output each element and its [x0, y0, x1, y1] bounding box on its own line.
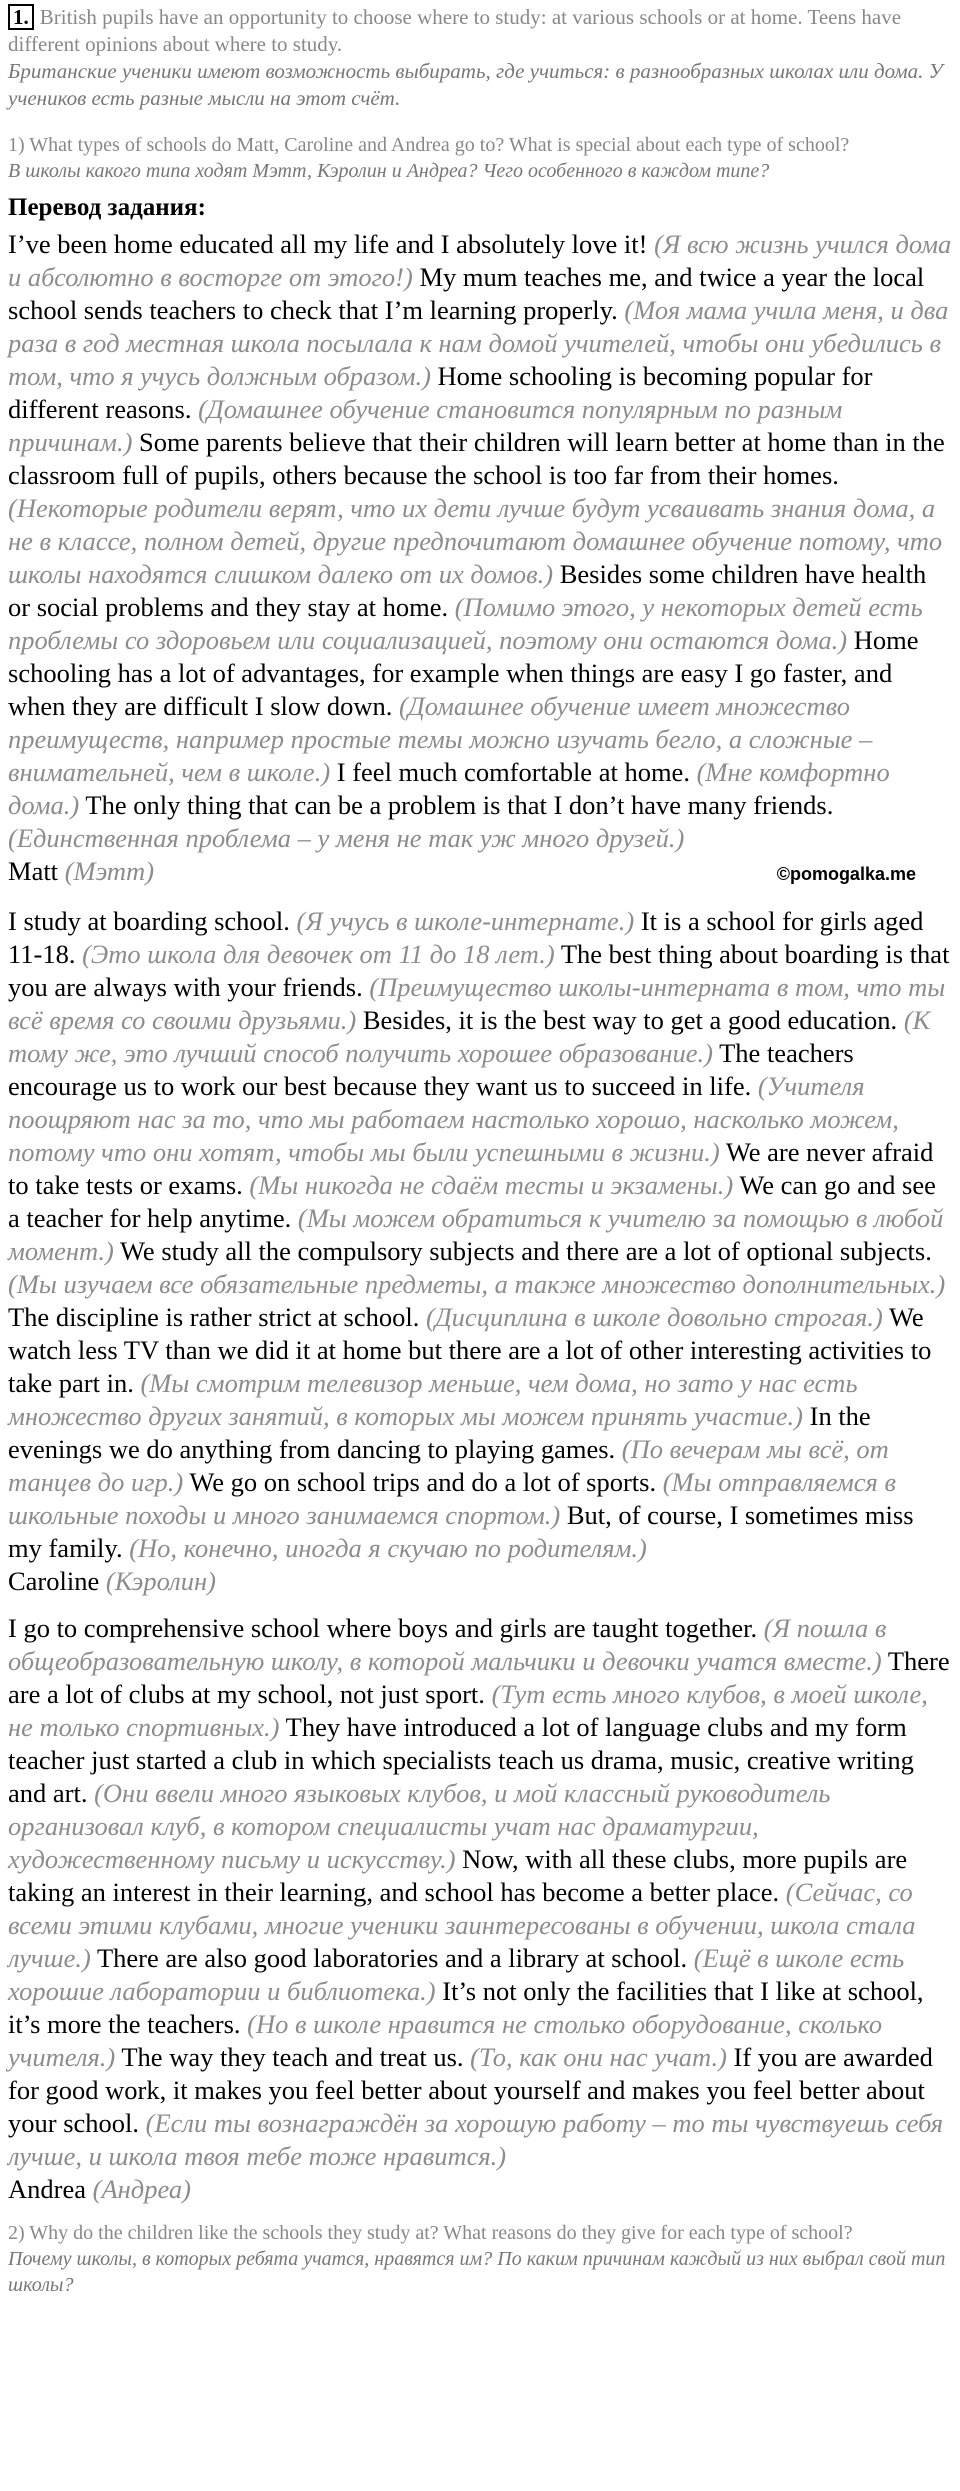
question-1: 1) What types of schools do Matt, Caroline and Andrea go to? What is special about each type of school? [8, 134, 850, 156]
author-name: Caroline [8, 1566, 100, 1596]
sentence: We study all the compulsory subjects and there are a lot of optional subjects. [120, 1236, 932, 1266]
sentence-translation: (Мы отправляемся в школьные походы и много занимаемся спортом.) [8, 1467, 896, 1530]
text-matt [8, 228, 952, 855]
sentence-translation: (Мы можем обратиться к учителю за помощью в любой момент.) [8, 1203, 944, 1266]
task-intro [8, 4, 952, 58]
sentence: It’s not only the facilities that I like at school, it’s more the teachers. [8, 1976, 924, 2039]
task-number: 1. [8, 4, 34, 30]
author-name: Andrea [8, 2174, 86, 2204]
author-matt [8, 855, 952, 891]
sentence-translation: (Я всю жизнь учился дома и абсолютно в восторге от этого!) [8, 229, 952, 292]
sentence-translation: (Моя мама учила меня, и два раза в год местная школа посылала к нам домой учителей, чтобы они убедились в том, что я учусь должным образом.) [8, 295, 949, 391]
author-andrea [8, 2173, 952, 2206]
watermark: ©pomogalka.me [776, 864, 916, 884]
sentence: We go on school trips and do a lot of sports. [189, 1467, 657, 1497]
task-intro-translation: Британские ученики имеют возможность выбирать, где учиться: в разнообразных школах или дома. У учеников есть разные мысли на этот счёт. [8, 59, 943, 110]
sentence-translation: (По вечерам мы всё, от танцев до игр.) [8, 1434, 889, 1497]
sentence: My mum teaches me, and twice a year the local school sends teachers to check that I’m learning properly. [8, 262, 925, 325]
sentence-translation: (Помимо этого, у некоторых детей есть проблемы со здоровьем или социализацией, поэтому они остаются дома.) [8, 592, 923, 655]
sentence: It is a school for girls aged 11-18. [8, 906, 924, 969]
sentence: Besides, it is the best way to get a good education. [362, 1005, 898, 1035]
sentence-translation: (Домашнее обучение имеет множество преимуществ, например простые темы можно изучать бегло, а сложные – внимательней, чем в школе.) [8, 691, 873, 787]
sentence: I feel much comfortable at home. [336, 757, 690, 787]
sentence: The discipline is rather strict at school. [8, 1302, 420, 1332]
sentence-translation: (К тому же, это лучший способ получить хорошее образование.) [8, 1005, 931, 1068]
question-1-translation: В школы какого типа ходят Мэтт, Кэролин и Андреа? Чего особенного в каждом типе? [8, 160, 770, 182]
sentence-translation: (Ещё в школе есть хорошие лаборатории и библиотека.) [8, 1943, 905, 2006]
author-name: Matt [8, 856, 59, 886]
question-2: 2) Why do the children like the schools they study at? What reasons do they give for each type of school? [8, 2222, 853, 2244]
sentence-translation: (Мы смотрим телевизор меньше, чем дома, но зато у нас есть множество других занятий, в которых мы можем принять участие.) [8, 1368, 858, 1431]
sentence: The teachers encourage us to work our best because they want us to succeed in life. [8, 1038, 854, 1101]
sentence: They have introduced a lot of language clubs and my form teacher just started a club in which specialists teach us drama, music, creative writing and art. [8, 1712, 914, 1808]
text-andrea [8, 1612, 952, 2173]
sentence: There are also good laboratories and a library at school. [96, 1943, 688, 1973]
sentence: The only thing that can be a problem is that I don’t have many friends. [85, 790, 834, 820]
sentence-translation: (Я пошла в общеобразовательную школу, в которой мальчики и девочки учатся вместе.) [8, 1613, 887, 1676]
sentence-translation: (Преимущество школы-интерната в том, что ты всё время со своими друзьями.) [8, 972, 946, 1035]
sentence: In the evenings we do anything from dancing to playing games. [8, 1401, 871, 1464]
sentence: The best thing about boarding is that you are always with your friends. [8, 939, 950, 1002]
author-name-translation: (Мэтт) [64, 856, 155, 886]
task-intro-text: British pupils have an opportunity to choose where to study: at various schools or at home. Teens have different opinions about where to study. [8, 5, 902, 56]
sentence: If you are awarded for good work, it makes you feel better about yourself and makes you feel better about your school. [8, 2042, 933, 2138]
sentence: I go to comprehensive school where boys and girls are taught together. [8, 1613, 758, 1643]
sentence-translation: (Единственная проблема – у меня не так уж много друзей.) [8, 823, 685, 853]
author-name-translation: (Кэролин) [105, 1566, 216, 1596]
sentence-translation: (Я учусь в школе-интернате.) [296, 906, 635, 936]
sentence-translation: (Мне комфортно дома.) [8, 757, 890, 820]
sentence-translation: (Домашнее обучение становится популярным по разным причинам.) [8, 394, 843, 457]
section-heading: Перевод задания: [8, 194, 206, 221]
author-caroline [8, 1565, 952, 1598]
sentence-translation: (Это школа для девочек от 11 до 18 лет.) [82, 939, 555, 969]
sentence-translation: (Некоторые родители верят, что их дети лучше будут усваивать знания дома, а не в классе, полном детей, другие предпочитают домашнее обучение потому, что школы находятся слишком далеко от их домов.) [8, 493, 943, 589]
sentence: The way they teach and treat us. [121, 2042, 464, 2072]
sentence: Now, with all these clubs, more pupils are taking an interest in their learning, and school has become a better place. [8, 1844, 908, 1907]
question-2-translation: Почему школы, в которых ребята учатся, нравятся им? По каким причинам каждый из них выбрал свой тип школы? [8, 2248, 946, 2296]
sentence: I’ve been home educated all my life and I absolutely love it! [8, 229, 648, 259]
sentence-translation: (Мы изучаем все обязательные предметы, а также множество дополнительных.) [8, 1269, 946, 1299]
sentence: We can go and see a teacher for help anytime. [8, 1170, 936, 1233]
sentence-translation: (Дисциплина в школе довольно строгая.) [426, 1302, 883, 1332]
sentence: I study at boarding school. [8, 906, 290, 936]
sentence: We watch less TV than we did it at home but there are a lot of other interesting activities to take part in. [8, 1302, 932, 1398]
sentence: We are never afraid to take tests or exams. [8, 1137, 934, 1200]
sentence-translation: (Учителя поощряют нас за то, что мы работаем настолько хорошо, насколько можем, потому что они хотят, чтобы мы были успешными в жизни.) [8, 1071, 899, 1167]
author-name-translation: (Андреа) [92, 2174, 191, 2204]
sentence: Home schooling is becoming popular for different reasons. [8, 361, 873, 424]
sentence-translation: (Если ты вознаграждён за хорошую работу – то ты чувствуешь себя лучше, и школа твоя тебе тоже нравится.) [8, 2108, 944, 2171]
sentence-translation: (Сейчас, со всеми этими клубами, многие ученики заинтересованы в обучении, школа стала лучше.) [8, 1877, 916, 1973]
sentence-translation: (Мы никогда не сдаём тесты и экзамены.) [249, 1170, 734, 1200]
text-caroline [8, 905, 952, 1565]
sentence-translation: (То, как они нас учат.) [470, 2042, 727, 2072]
sentence-translation: (Но в школе нравится не столько оборудование, сколько учителя.) [8, 2009, 883, 2072]
sentence-translation: (Но, конечно, иногда я скучаю по родителям.) [129, 1533, 647, 1563]
sentence: Some parents believe that their children will learn better at home than in the classroom full of pupils, others because the school is too far from their homes. [8, 427, 945, 490]
sentence: There are a lot of clubs at my school, not just sport. [8, 1646, 950, 1709]
sentence: Besides some children have health or social problems and they stay at home. [8, 559, 927, 622]
sentence-translation: (Тут есть много клубов, в моей школе, не только спортивных.) [8, 1679, 928, 1742]
sentence: But, of course, I sometimes miss my family. [8, 1500, 914, 1563]
sentence: Home schooling has a lot of advantages, for example when things are easy I go faster, and when they are difficult I slow down. [8, 625, 919, 721]
sentence-translation: (Они ввели много языковых клубов, и мой классный руководитель организовал клуб, в котором специалисты учат нас драматургии, художественному письму и искусству.) [8, 1778, 831, 1874]
